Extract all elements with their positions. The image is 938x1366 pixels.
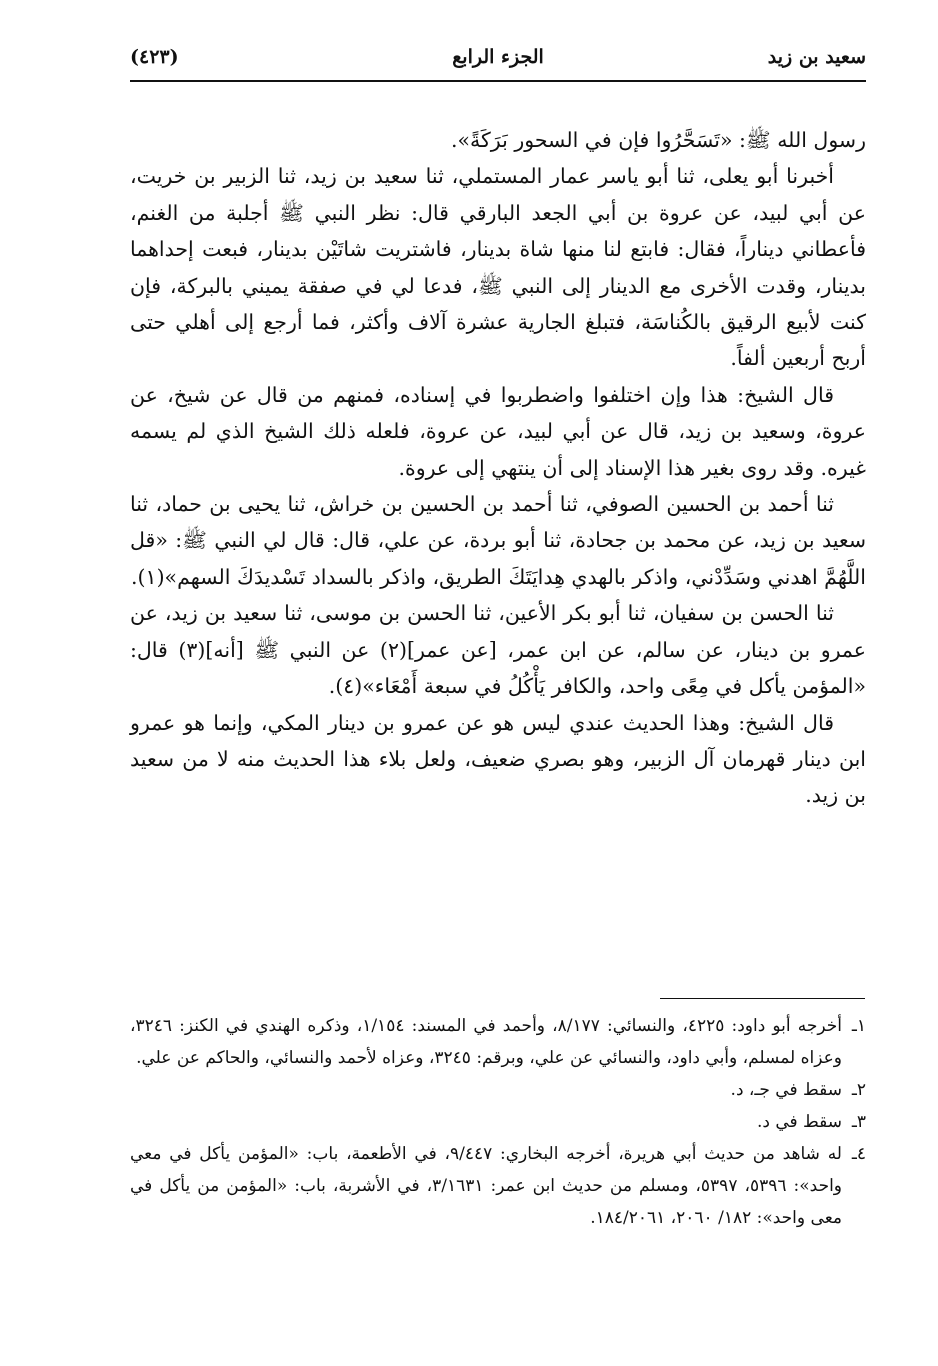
footnote-1 xyxy=(130,1010,866,1074)
footnote-text: سقط في جـ، د. xyxy=(730,1080,842,1100)
footnotes xyxy=(130,1010,866,1234)
paragraph-3: قال الشيخ: هذا وإن اختلفوا واضطربوا في إسناده، فمنهم من قال عن شيخ، عن عروة، وسعيد بن زيد، قال عن أبي لبيد، عن عروة، فلعله ذلك الشيخ الذي لم يسمه غيره. وقد روى بغير هذا الإسناد إلى أن ينتهي إلى عروة. xyxy=(130,382,866,480)
footnote-number: ٢ـ xyxy=(851,1080,866,1100)
footnote-text: له شاهد من حديث أبي هريرة، أخرجه البخاري: ٩/٤٤٧، في الأطعمة، باب: «المؤمن يأكل في معي واحد»: ٥٣٩٦، ٥٣٩٧، ومسلم من حديث ابن عمر: ٣/١٦٣١، في الأشربة، باب: «المؤمن من يأكل في معى واحد»: ١٨٢/ ٢٠٦٠، ١٨٤/٢٠٦١. xyxy=(130,1144,843,1228)
page-header xyxy=(130,40,866,82)
paragraph-6: قال الشيخ: وهذا الحديث عندي ليس هو عن عمرو بن دينار المكي، وإنما هو عمرو ابن دينار قهرمان آل الزبير، وهو بصري ضعيف، ولعل بلاء هذا الحديث منه لا من سعيد بن زيد. xyxy=(130,710,866,808)
main-text xyxy=(130,122,866,814)
paragraph-1: رسول الله ﷺ: «تَسَحَّرُوا فإن في السحور بَرَكَةً». xyxy=(450,128,866,152)
page-number: (٤٢٣) xyxy=(130,46,179,68)
footnote-3 xyxy=(130,1106,866,1138)
paragraph-4: ثنا أحمد بن الحسين الصوفي، ثنا أحمد بن الحسين بن خراش، ثنا يحيى بن حماد، ثنا سعيد بن زيد، عن محمد بن جحادة، ثنا أبو بردة، عن علي، قال: قال لي النبي ﷺ: «قل اللَّهُمَّ اهدني وسَدِّدْني، واذكر بالهدي هِدايَتَكَ الطريق، واذكر بالسداد تَسْديدَكَ السهم»(١). xyxy=(130,492,866,589)
footnote-2 xyxy=(130,1074,866,1106)
footnote-text: سقط في د. xyxy=(756,1112,842,1132)
footnote-separator xyxy=(660,998,865,999)
footnote-number: ٣ـ xyxy=(851,1112,866,1132)
footnote-4 xyxy=(130,1138,866,1234)
paragraph-2: أخبرنا أبو يعلى، ثنا أبو ياسر عمار المستملي، ثنا سعيد بن زيد، ثنا الزبير بن خريت، عن أبي لبيد، عن عروة بن أبي الجعد البارقي قال: نظر النبي ﷺ أجلبة من الغنم، فأعطاني ديناراً، فقال: فابتع لنا منها شاة بدينار، فاشتريت شاتَيْن بدينار، فبعت إحداهما بدينار، وقدت الأخرى مع الدينار إلى النبي ﷺ، فدعا لي في صفقة يميني بالبركة، فإن كنت لأبيع الرقيق بالكُناسَة، فتبلغ الجارية عشرة آلاف وأكثر، فما أرجع إلى أهلي حتى أربح أربعين ألفاً. xyxy=(130,164,866,371)
header-volume-title: الجزء الرابع xyxy=(452,46,544,68)
footnote-text: أخرجه أبو داود: ٤٢٢٥، والنسائي: ٨/١٧٧، وأحمد في المسند: ١/١٥٤، وذكره الهندي في الكنز: ٣٢٤٦، وعزاه لمسلم، وأبي داود، والنسائي عن علي، وبرقم: ٣٢٤٥، وعزاه لأحمد والنسائي، والحاكم عن علي. xyxy=(130,1016,842,1068)
footnote-number: ١ـ xyxy=(851,1016,866,1036)
header-section-title: سعيد بن زيد xyxy=(767,46,866,68)
footnote-number: ٤ـ xyxy=(851,1144,866,1164)
paragraph-5: ثنا الحسن بن سفيان، ثنا أبو بكر الأعين، ثنا الحسن بن موسى، ثنا سعيد بن زيد، عن عمرو بن دينار، عن سالم، عن ابن عمر، [عن عمر](٢) عن النبي ﷺ [أنه](٣) قال: «المؤمن يأكل في مِعًى واحد، والكافر يَأْكُلُ في سبعة أَمْعَاء»(٤). xyxy=(130,601,866,699)
